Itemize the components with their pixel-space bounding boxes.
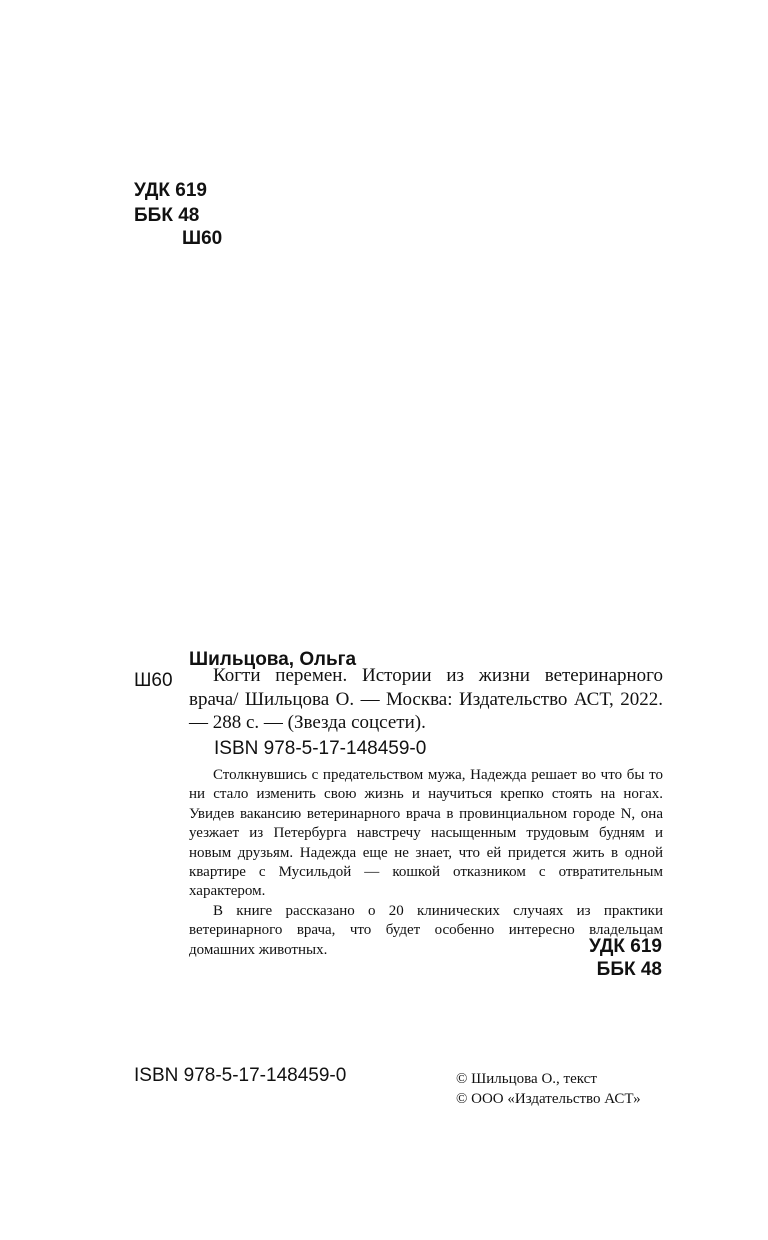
author-name: Шильцова, Ольга xyxy=(189,649,357,670)
udk-index-card: УДК 619 xyxy=(589,936,662,957)
copyright-block xyxy=(456,1069,641,1109)
bibliographic-entry: Когти перемен. Истории из жизни ветеринарного врача/ Шильцова О. — Москва: Издательство АСТ, 2022. — 288 с. — (Звезда соцсети). xyxy=(189,665,663,733)
annotation xyxy=(189,766,663,960)
bbk-index-top: ББК 48 xyxy=(134,205,200,226)
author-code-top: Ш60 xyxy=(182,228,223,249)
udk-index-top: УДК 619 xyxy=(134,180,207,201)
copyright-publisher: © ООО «Издательство АСТ» xyxy=(456,1091,641,1107)
isbn-footer: ISBN 978-5-17-148459-0 xyxy=(134,1065,347,1086)
bbk-index-card: ББК 48 xyxy=(596,959,662,980)
annotation-paragraph: Столкнувшись с предательством мужа, Надежда решает во что бы то ни стало изменить свою жизнь и научиться крепко стоять на ногах. Увидев вакансию ветеринарного врача в провинциальном городе N, она уезжает из Петербурга навстречу насыщенным трудовым будням и новым друзьям. Надежда еще не знает, что ей придется жить в одной квартире с Мусильдой — кошкой отказником с отвратительным характером. xyxy=(189,767,663,900)
annotation-paragraph: В книге рассказано о 20 клинических случаях из практики ветеринарного врача, что будет особенно интересно владельцам домашних животных. xyxy=(189,902,663,958)
copyright-author: © Шильцова О., текст xyxy=(456,1071,597,1087)
isbn-card: ISBN 978-5-17-148459-0 xyxy=(214,738,427,759)
author-code-card: Ш60 xyxy=(134,670,173,691)
